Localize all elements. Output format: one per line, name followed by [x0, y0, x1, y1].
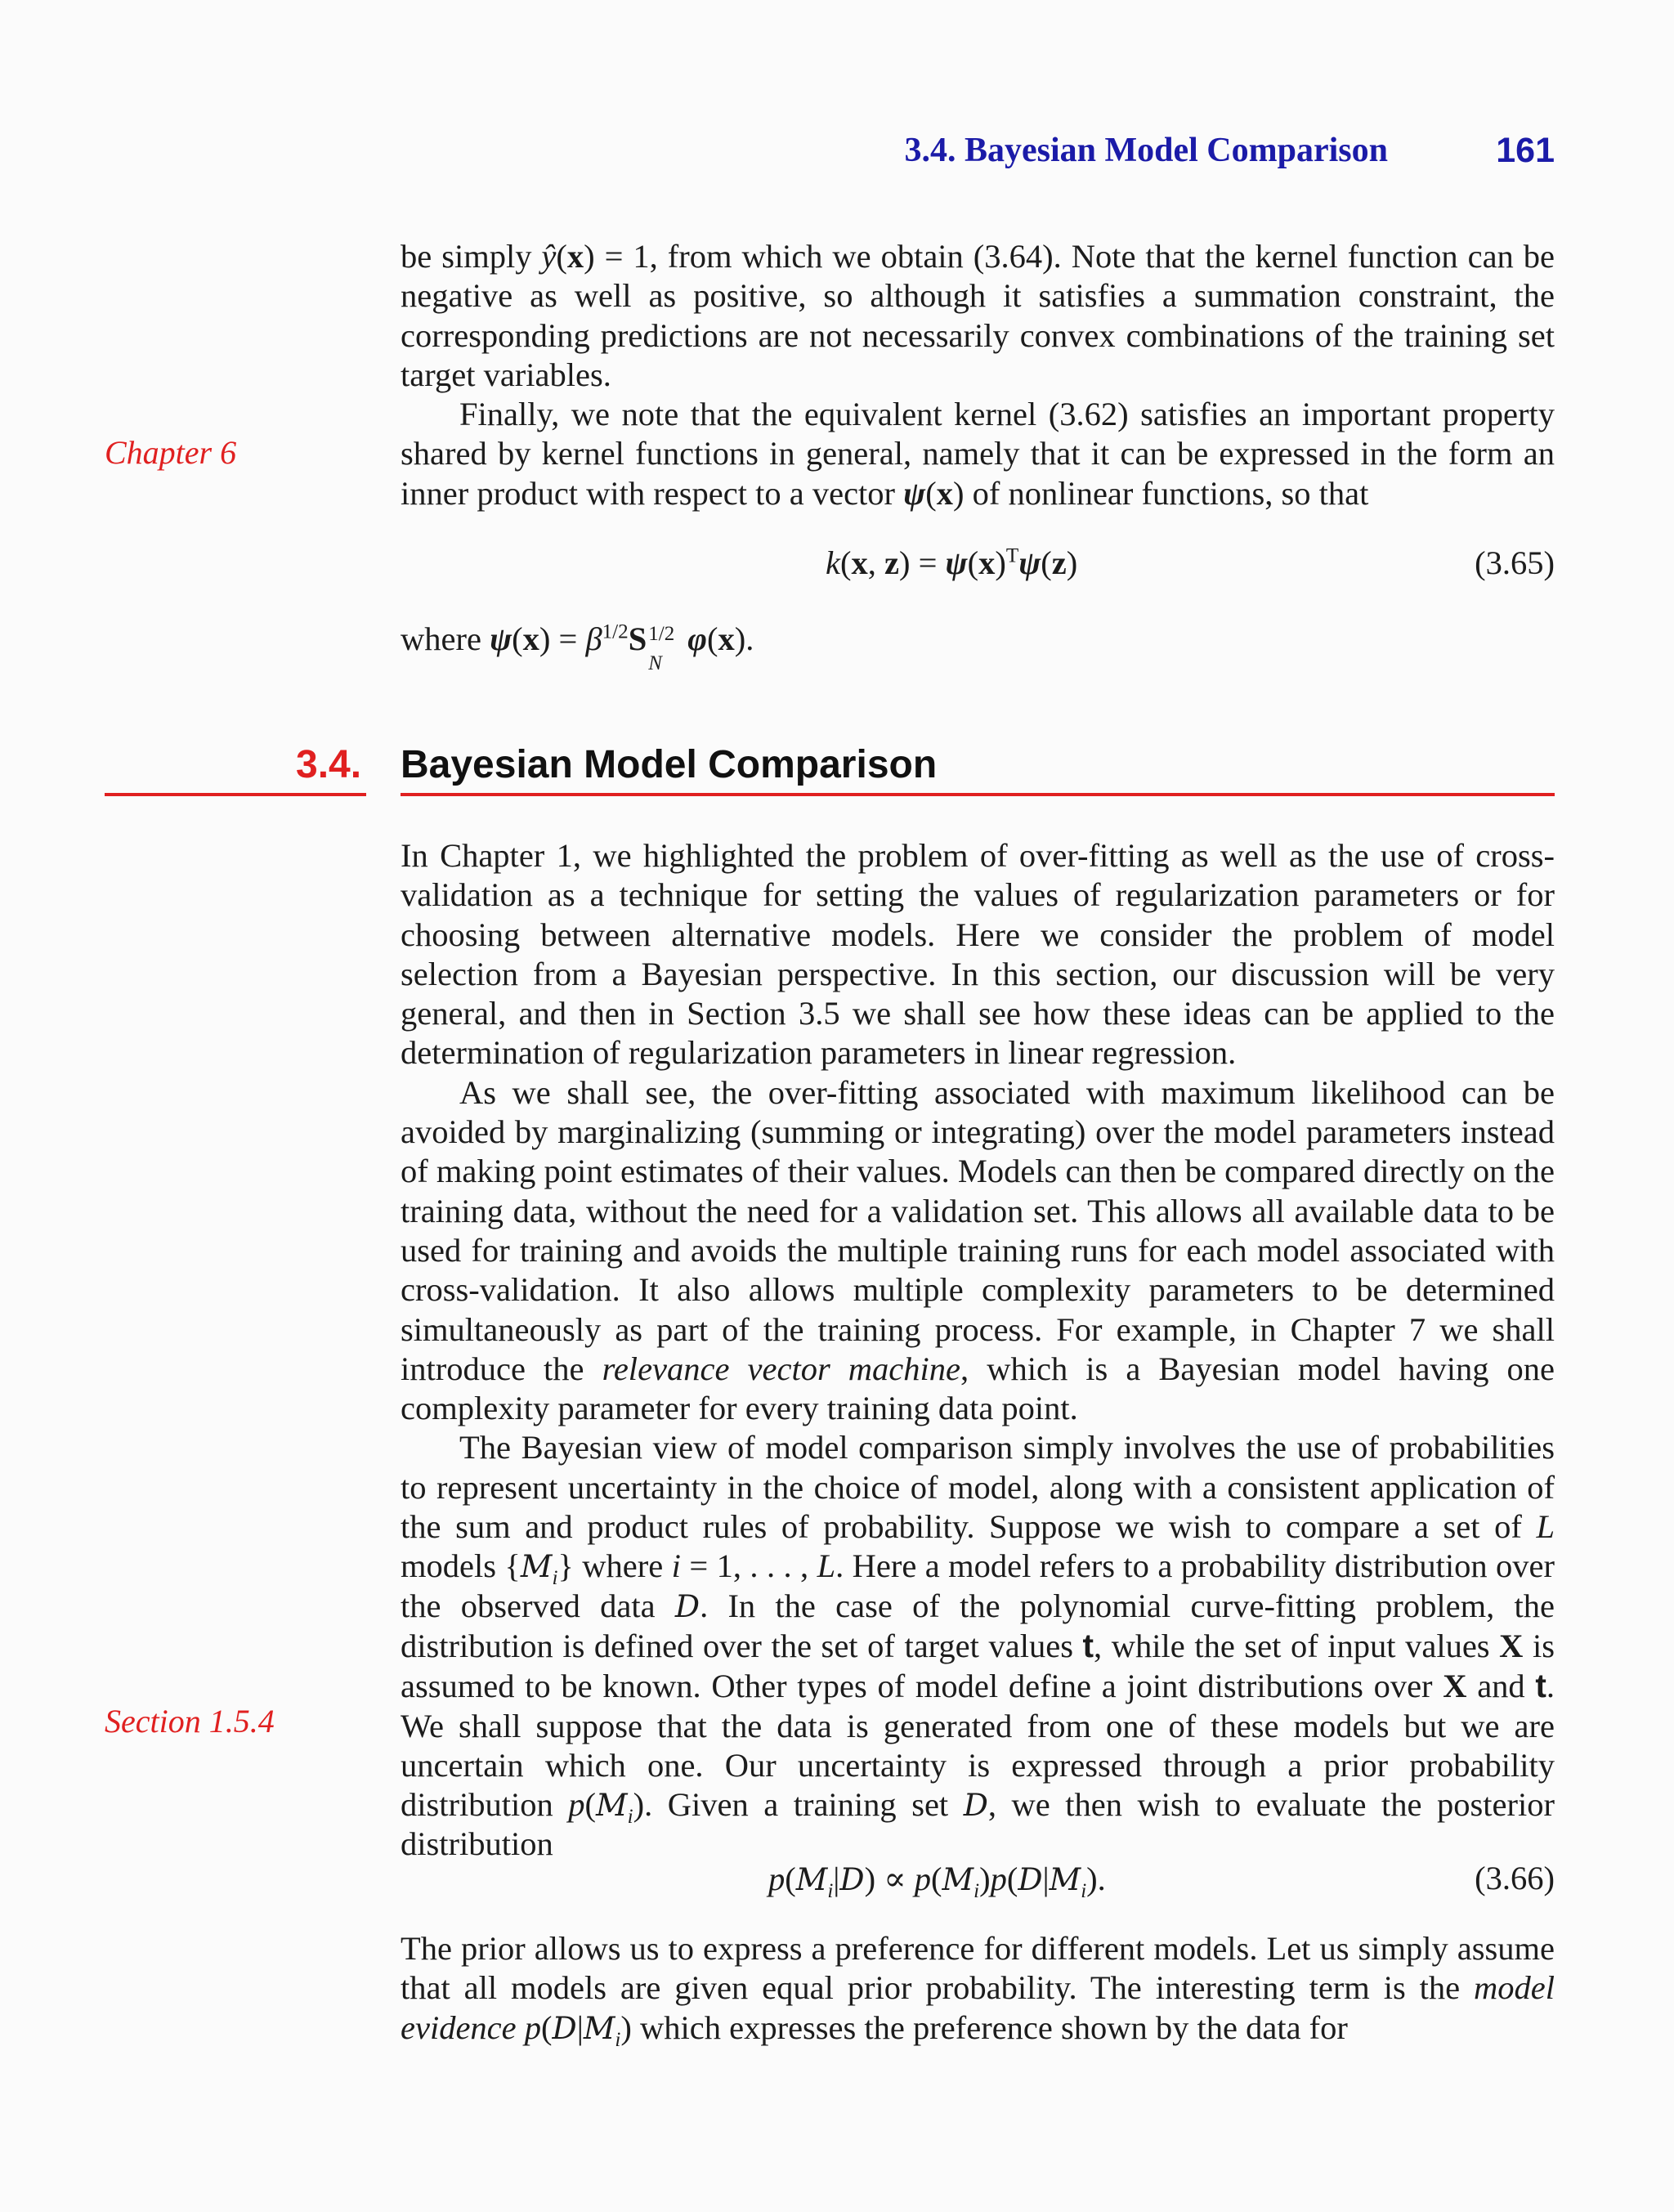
paragraph-intro: In Chapter 1, we highlighted the problem of over-fitting as well as the use of cross-validation as a technique for setting the values of regularization parameters or for choosing between alternative models. Here we consider the problem of model selection from a Bayesian perspective. In this section, our discussion will be very general, and then in Section 3.5 we shall see how these ideas can be applied to the determination of regularization parameters in linear regression. — [401, 837, 1555, 1072]
top-text-block — [401, 237, 1555, 513]
paragraph-marginalizing: As we shall see, the over-fitting associated with maximum likelihood can be avoided by marginalizing (summing or integrating) over the model parameters instead of making point estimates of their values. Models can then be compared directly on the training data, without the need for a validation set. This allows all available data to be used for training and avoids the multiple training runs for each model associated with cross-validation. It also allows multiple complexity parameters to be determined simultaneously as part of the training process. For example, in Chapter 7 we shall introduce the relevance vector machine, which is a Bayesian model having one complexity parameter for every training data point. — [401, 1073, 1555, 1427]
where-definition: where $\psi(x) = \beta^{1/2}S$ 1/2 N φ(x). — [401, 620, 754, 674]
equation-3-65-number: (3.65) — [1475, 544, 1555, 581]
equation-3-65 — [401, 544, 1555, 586]
equation-3-65-body: k(x, $z) = \psi(x)^T\psi(z)$ — [826, 544, 1078, 581]
paragraph-bayesian-view: The Bayesian view of model comparison simply involves the use of probabilities to represent uncertainty in the choice of model, along with a consistent application of the sum and product rules of probability. Suppose we wish to compare a set of L models $\{M_i\}$ where i = 1, . . . , L. Here a model refers to a probability distribution over the observed data D. In the case of the polynomial curve-fitting problem, the distribution is defined over the set of target values t, while the set of input values X is assumed to be known. Other types of model define a joint distributions over X and t. We shall suppose that the data is generated from one of these models but we are uncertain which one. Our uncertainty is expressed through a prior probability distribution $p(M_i)$. Given a training set D, we then wish to evaluate the posterior distribution — [401, 1429, 1555, 1863]
final-text-block — [401, 1929, 1555, 2051]
paragraph-kernel-property: Finally, we note that the equivalent kernel (3.62) satisfies an important property shared by kernel functions in general, namely that it can be expressed in the form an inner product with respect to a vector ψ(x) of nonlinear functions, so that — [401, 396, 1555, 512]
section-title: Bayesian Model Comparison — [401, 743, 938, 786]
equation-3-66 — [401, 1859, 1555, 1901]
section-body — [401, 836, 1555, 1865]
chapter-6-margin-note: Chapter 6 — [105, 434, 237, 471]
running-title: 3.4. Bayesian Model Comparison — [904, 132, 1388, 169]
section-rule-right — [401, 793, 1555, 796]
paragraph-continuation: be simply ŷ(x) = 1, from which we obtain (3.64). Note that the kernel function can be negative as well as positive, so although it satisfies a summation constraint, the corresponding predictions are not necessarily convex combinations of the training set target variables. — [401, 238, 1555, 393]
section-rule-left — [105, 793, 366, 796]
section-number: 3.4. — [296, 743, 362, 786]
paragraph-model-evidence: The prior allows us to express a preference for different models. Let us simply assume that all models are given equal prior probability. The interesting term is the model evidence $p(D|M_i)$ which expresses the preference shown by the data for — [401, 1930, 1555, 2051]
section-1-5-4-margin-note: Section 1.5.4 — [105, 1703, 275, 1740]
equation-3-66-number: (3.66) — [1475, 1860, 1555, 1896]
equation-3-66-body: $p(M_i|D) \propto p(M_i)p(D|M_i)$. — [768, 1860, 1106, 1903]
page-number: 161 — [1496, 131, 1555, 170]
